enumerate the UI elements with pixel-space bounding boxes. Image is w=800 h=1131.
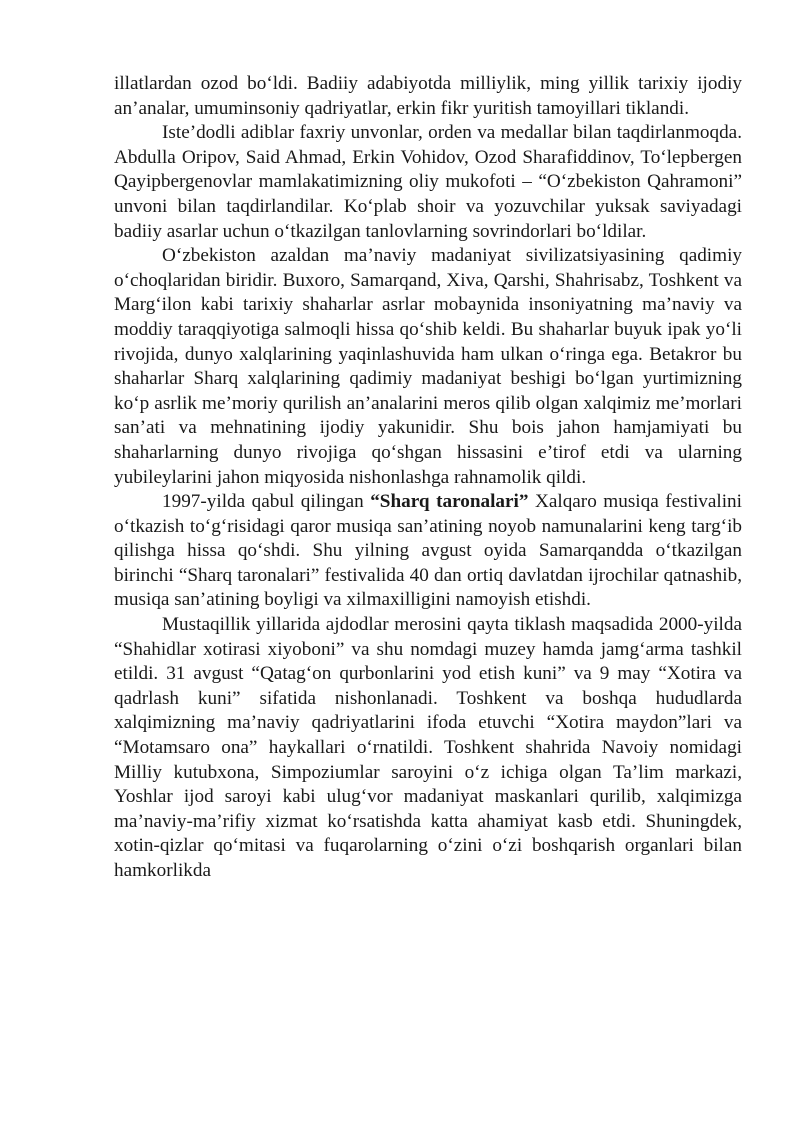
paragraph-writers-honors: Iste’dodli adiblar faxriy unvonlar, orden va medallar bilan taqdirlanmoqda. Abdulla Oripov, Said Ahmad, Erkin Vohidov, Ozod Sharafiddinov, To‘lepbergen Qayipbergenovlar mamlakatimizning oliy mukofoti – “O‘zbekiston Qahramoni” unvoni bilan taqdirlandilar. Ko‘plab shoir va yozuvchilar yuksak saviyadagi badiiy asarlar uchun o‘tkazilgan tanlovlarning sovrindorlari bo‘ldilar. xyxy=(114,122,742,242)
paragraph-sharq-taronalari xyxy=(114,490,742,613)
paragraph-heritage-restoration: Mustaqillik yillarida ajdodlar merosini qayta tiklash maqsadida 2000-yilda “Shahidlar xotirasi xiyoboni” va shu nomdagi muzey hamda jamg‘arma tashkil etildi. 31 avgust “Qatag‘on qurbonlarini yod etish kuni” va 9 may “Xotira va qadrlash kuni” sifatida nishonlanadi. Toshkent va boshqa hududlarda xalqimizning ma’naviy qadriyatlarini ifoda etuvchi “Xotira maydon”lari va “Motamsaro ona” haykallari o‘rnatildi. Toshkent shahrida Navoiy nomidagi Milliy kutubxona, Simpoziumlar saroyini o‘z ichiga olgan Ta’lim markazi, Yoshlar ijod saroyi kabi ulug‘vor madaniyat maskanlari qurilib, xalqimizga ma’naviy-ma’rifiy xizmat ko‘rsatishda katta ahamiyat kasb etdi. Shuningdek, xotin-qizlar qo‘mitasi va fuqarolarning o‘zini o‘zi boshqarish organlari bilan hamkorlikda xyxy=(114,614,742,881)
document-page xyxy=(114,72,742,884)
paragraph-text-before: 1997-yilda qabul qilingan xyxy=(162,491,371,513)
paragraph-text-after: Xalqaro musiqa festivalini o‘tkazish to‘g‘risidagi qaror musiqa san’atining noyob namunalarini keng targ‘ib qilishga hissa qo‘shdi. Shu yilning avgust oyida Samarqandda o‘tkazilgan birinchi “Sharq taronalari” festivalida 40 dan ortiq davlatdan ijrochilar qatnashib, musiqa san’atining boyligi va xilmaxilligini namoyish etishdi. xyxy=(114,491,742,611)
festival-name-bold: “Sharq taronalari” xyxy=(370,491,529,513)
paragraph-continuation: illatlardan ozod bo‘ldi. Badiiy adabiyotda milliylik, ming yillik tarixiy ijodiy an’analar, umuminsoniy qadriyatlar, erkin fikr yuritish tamoyillari tiklandi. xyxy=(114,73,742,119)
paragraph-historic-cities: O‘zbekiston azaldan ma’naviy madaniyat sivilizatsiyasining qadimiy o‘choqlaridan biridir. Buxoro, Samarqand, Xiva, Qarshi, Shahrisabz, Toshkent va Marg‘ilon kabi tarixiy shaharlar asrlar mobaynida insoniyatning ma’naviy va moddiy taraqqiyotiga salmoqli hissa qo‘shib keldi. Bu shaharlar buyuk ipak yo‘li rivojida, dunyo xalqlarining yaqinlashuvida ham ulkan o‘ringa ega. Betakror bu shaharlar Sharq xalqlarining qadimiy madaniyat beshigi bo‘lgan yurtimizning ko‘p asrlik me’moriy qurilish an’analarini meros qilib olgan xalqimiz me’morlari san’ati va mehnatining ijodiy yakunidir. Shu bois jahon hamjamiyati bu shaharlarning dunyo rivojiga qo‘shgan hissasini e’tirof etdi va ularning yubileylarini jahon miqyosida nishonlashga rahnamolik qildi. xyxy=(114,245,742,488)
